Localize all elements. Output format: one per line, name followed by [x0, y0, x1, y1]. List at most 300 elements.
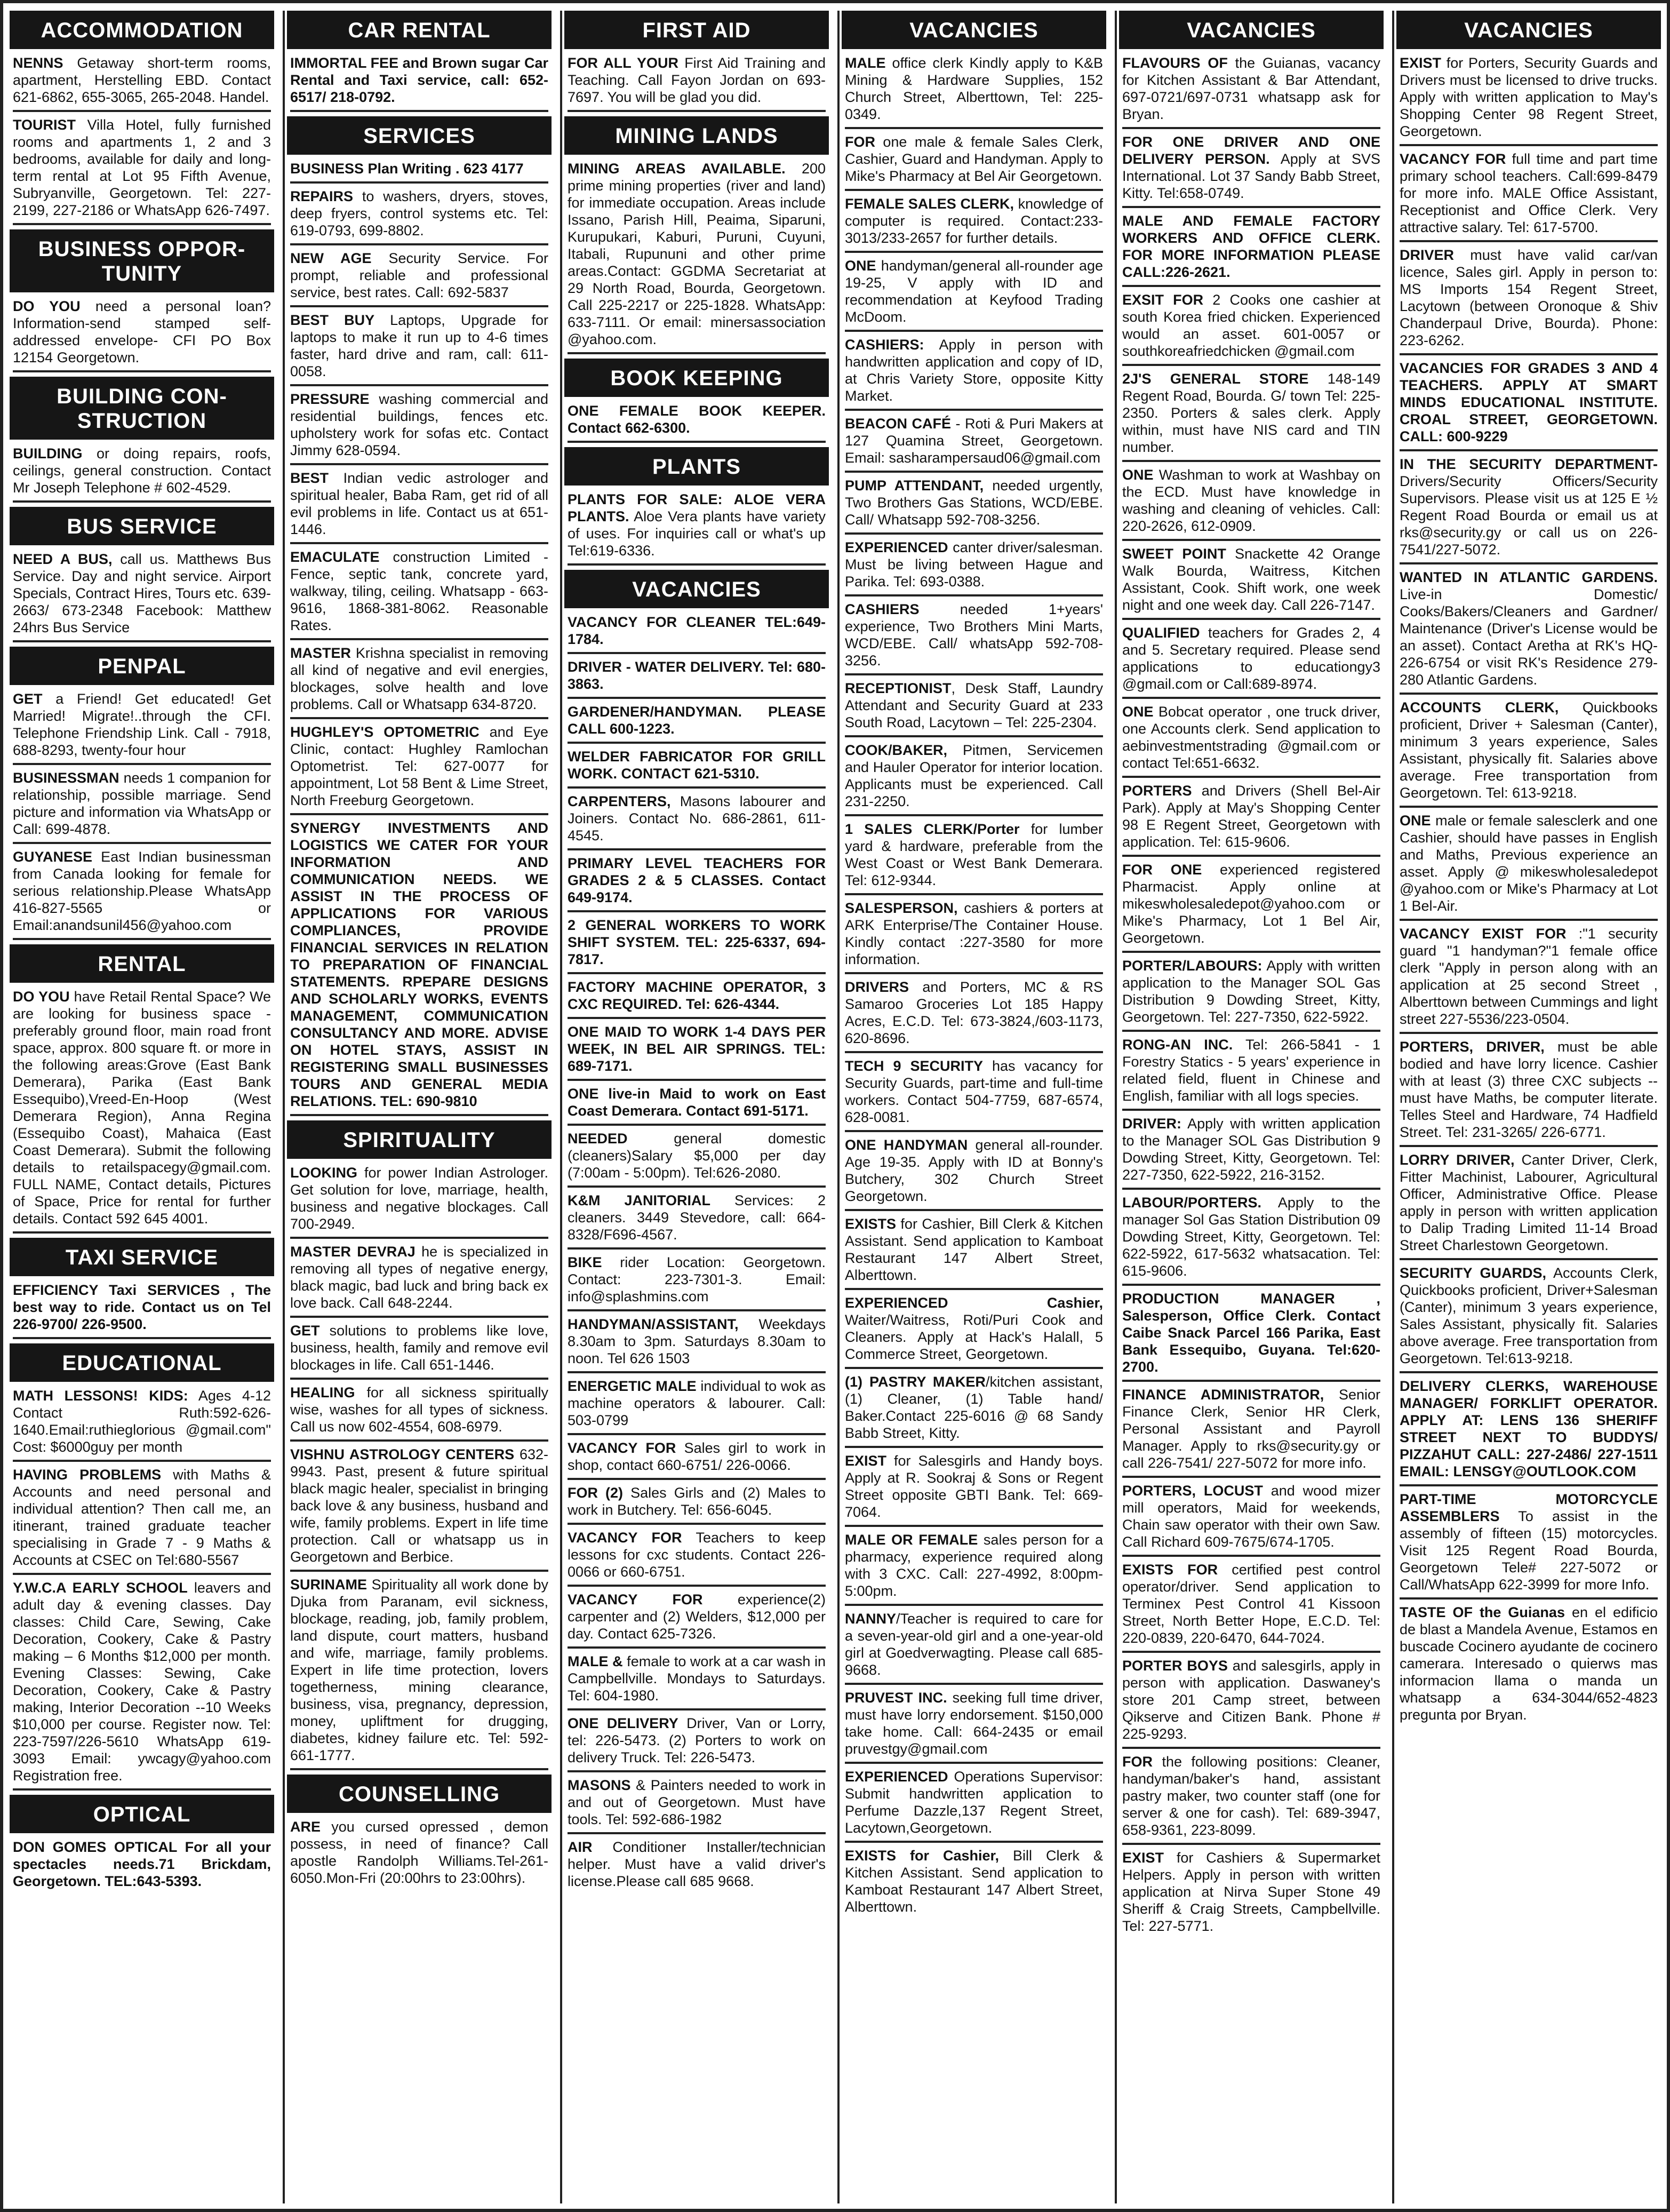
classified-ad	[845, 1057, 1103, 1132]
classified-ad	[1122, 370, 1380, 462]
classified-ad	[290, 1243, 548, 1318]
ad-lead-text: HEALING	[290, 1385, 355, 1401]
ad-lead-text: DO YOU	[13, 989, 70, 1005]
classified-ad	[568, 1192, 826, 1250]
ad-lead-text: PART-TIME MOTORCYCLE ASSEMBLERS	[1400, 1491, 1658, 1524]
ad-body-text: experienced registered Pharmacist. Apply online at mikeswholesaledepot@yahoo.com or Mike's Pharmacy, Lot 1 Bel Air, Georgetown.	[1122, 862, 1380, 946]
ad-body-text: male or female salesclerk and one Cashier, should have passes in English and Maths, Previous experience an asset. Apply @ mikeswholesaledepot @yahoo.com or Mike's Pharmacy at Lot 1 Bel-Air.	[1400, 813, 1658, 914]
classified-ad	[1400, 925, 1658, 1034]
ad-lead-text: MINING AREAS AVAILABLE.	[568, 161, 786, 177]
column-divider	[283, 11, 285, 2203]
classified-ad	[568, 1316, 826, 1373]
ad-body-text: Sales Girls and (2) Males to work in Butchery. Tel: 656-6045.	[568, 1485, 826, 1518]
ad-lead-text: GET	[13, 691, 43, 707]
ad-lead-text: ONE	[1400, 813, 1431, 829]
ad-body-text: Villa Hotel, fully furnished rooms and apartments 1, 2 and 3 bedrooms, available for daily and long-term rental at Lot 95 Fifth Avenue, Subryanville, Georgetown. Tel: 227-2199, 227-2186 or WhatsApp 626-7497.	[13, 117, 271, 218]
ad-body-text: for Porters, Security Guards and Drivers must be licensed to drive trucks. Apply with written application to May's Shopping Center 98 Regent Street, Georgetown.	[1400, 55, 1658, 139]
classified-ad	[845, 601, 1103, 675]
ad-body-text: Laptops, Upgrade for laptops to make it run up to 4-6 times faster, hard drive and ram, call: 611-0058.	[290, 312, 548, 379]
classified-ad	[1122, 133, 1380, 208]
ad-lead-text: MALE &	[568, 1653, 623, 1669]
section-header: PENPAL	[10, 647, 274, 685]
classified-ad	[568, 793, 826, 850]
ad-lead-text: SURINAME	[290, 1577, 367, 1593]
classified-ad	[1122, 212, 1380, 287]
ad-lead-text: 2J'S GENERAL STORE	[1122, 371, 1309, 387]
ad-lead-text: VACANCY FOR	[568, 1530, 682, 1546]
ad-body-text: rider Location: Georgetown. Contact: 223-7301-3. Email: info@splashmins.com	[568, 1254, 826, 1304]
ad-body-text: female to work at a car wash in Campbellville. Mondays to Saturdays. Tel: 604-1980.	[568, 1653, 826, 1704]
section-header: CAR RENTAL	[287, 11, 552, 49]
ad-lead-text: VACANCY FOR	[568, 1440, 676, 1456]
classified-ad	[290, 1576, 548, 1770]
classified-ad	[568, 658, 826, 699]
classified-ad	[290, 723, 548, 815]
ad-body-text: leavers and adult day & evening classes. Day classes: Child Care, Sewing, Cake Decoration, Cookery, Cake & Pastry making – 6 Months $12,000 per month. Evening Classes: Sewing, Cake Decoration, Cookery, Cake & Pastry making, Interior Decoration --10 Weeks $10,000 per course. Register now. Tel: 223-7597/226-5610 WhatsApp 619-3093 Email: ywcagy@yahoo.com Registration free.	[13, 1580, 271, 1784]
ad-lead-text: LORRY DRIVER,	[1400, 1152, 1515, 1168]
ad-body-text: handyman/general all-rounder age 19-25, V apply with ID and recommendation at Keyfood Trading McDoom.	[845, 258, 1103, 325]
ad-lead-text: TASTE OF the Guianas	[1400, 1604, 1565, 1620]
ad-lead-text: EXIST	[1400, 55, 1442, 71]
classified-ad	[290, 644, 548, 719]
ad-lead-text: EXISTS FOR	[1122, 1562, 1218, 1578]
ad-body-text: general domestic (cleaners)Salary $5,000 per day (7:00am - 5:00pm). Tel:626-2080.	[568, 1131, 826, 1181]
ad-body-text: Quickbooks proficient, Driver + Salesman (Canter), minimum 3 years experience, Sales Assistant, physically fit. Salaries above average. Free transportation from Georgetown. Tel: 613-9218.	[1400, 699, 1658, 801]
ad-body-text: East Indian businessman from Canada looking for female for serious relationship.Please WhatsApp 416-827-5565 or Email:anandsunil456@yahoo.com	[13, 849, 271, 933]
ad-body-text: certified pest control operator/driver. Send application to Terminex Pest Control 41 Kissoon Street, North Better Hope, E.C.D. Tel: 220-0839, 220-6470, 644-7024.	[1122, 1562, 1380, 1646]
ad-lead-text: PUMP ATTENDANT,	[845, 478, 984, 494]
ad-body-text: Drivers/Security Officers/Security Supervisors. Please visit us at 125 E ½ Regent Road Bourda or email us at rks@security.gy or call us on 226-7541/227-5072.	[1400, 473, 1658, 558]
ad-body-text: 200 prime mining properties (river and land) for immediate occupation. Areas include Issano, Parish Hill, Peaima, Siparuni, Kurupukari, Kaburi, Puruni, Cuyuni, Itabali, Rupununi and other prime areas.Contact: GGDMA Secretariat at 29 North Road, Bourda, Georgetown. Call 225-2217 or 225-1828. WhatsApp: 633-7111. Or email: minersassociation @yahoo.com.	[568, 161, 826, 347]
ad-lead-text: EXIST	[845, 1453, 887, 1469]
ad-lead-text: BUSINESS Plan Writing . 623 4177	[290, 161, 524, 177]
ad-lead-text: BEST BUY	[290, 312, 375, 328]
ad-lead-text: ONE	[845, 258, 876, 274]
classified-ad	[290, 312, 548, 386]
classified-ad	[290, 819, 548, 1116]
classified-ad	[1122, 1657, 1380, 1749]
ad-lead-text: EXPERIENCED Cashier,	[845, 1295, 1103, 1311]
ad-lead-text: Y.W.C.A EARLY SCHOOL	[13, 1580, 188, 1596]
ad-lead-text: QUALIFIED	[1122, 625, 1200, 641]
classified-ad	[568, 1254, 826, 1311]
ad-body-text: Ages 4-12 Contact Ruth:592-626-1640.Email:ruthieglorious @gmail.com" Cost: $6000guy per month	[13, 1388, 271, 1455]
ad-body-text: 2 Cooks one cashier at south Korea fried chicken. Experienced would an asset. 601-0057 or southkoreafriedchicken @gmail.com	[1122, 292, 1380, 359]
ad-body-text: Tel: 266-5841 - 1 Forestry Statics - 5 years' experience in related field, fluent in Chinese and English, familiar with all logs species.	[1122, 1037, 1380, 1104]
ad-body-text: Bill Clerk & Kitchen Assistant. Send application to Kamboat Restaurant 147 Albert Street, Alberttown.	[845, 1848, 1103, 1915]
section-header: VACANCIES	[1119, 11, 1384, 49]
ad-lead-text: ONE live-in Maid to work on East Coast Demerara. Contact 691-5171.	[568, 1086, 826, 1119]
classified-ad	[845, 257, 1103, 332]
ad-body-text: Teachers to keep lessons for cxc students. Contact 226-0066 or 660-6751.	[568, 1530, 826, 1580]
ad-lead-text: MASTER DEVRAJ	[290, 1244, 415, 1260]
section-header: PLANTS	[564, 447, 829, 486]
ad-lead-text: DRIVER - WATER DELIVERY. Tel: 680-3863.	[568, 659, 826, 692]
column-1	[10, 11, 274, 2203]
ad-lead-text: 2 GENERAL WORKERS TO WORK SHIFT SYSTEM. TEL: 225-6337, 694-7817.	[568, 917, 826, 967]
classified-ad	[1122, 957, 1380, 1032]
classified-ad	[1400, 246, 1658, 355]
ad-lead-text: BEACON CAFÉ	[845, 416, 951, 432]
ad-lead-text: LABOUR/PORTERS.	[1122, 1195, 1262, 1211]
classified-ad	[568, 1529, 826, 1587]
classified-ad	[1400, 1038, 1658, 1147]
ad-body-text: Aloe Vera plants have variety of uses. For inquiries call or what's up Tel:619-6336.	[568, 508, 826, 559]
classified-ad	[845, 336, 1103, 411]
ad-lead-text: ENERGETIC MALE	[568, 1378, 697, 1394]
ad-body-text: Apply in person with handwritten application and copy of ID, at Chris Variety Store, opposite Kitty Market.	[845, 337, 1103, 404]
column-6	[1396, 11, 1661, 2203]
section-header: MINING LANDS	[564, 116, 829, 155]
classified-ad	[845, 1294, 1103, 1369]
ad-body-text: Apply with written application to the Manager SOL Gas Distribution 9 Dowding Street, Kitty, Georgetown. Tel: 227-7350, 622-5922, 216-3152.	[1122, 1116, 1380, 1183]
ad-body-text: for power Indian Astrologer. Get solution for love, marriage, health, business and negative blockages. Call 700-2949.	[290, 1165, 548, 1232]
ad-body-text: seeking full time driver, must have lorry endorsement. $150,000 take home. Call: 664-2435 or email pruvestgy@gmail.com	[845, 1690, 1104, 1757]
ad-body-text: Krishna specialist in removing all kind of negative and evil energies, blockages, solve health and love problems. Call or Whatsapp 634-8720.	[290, 645, 548, 712]
ad-lead-text: K&M JANITORIAL	[568, 1192, 710, 1208]
classified-ad	[568, 978, 826, 1019]
classified-ad	[1400, 1491, 1658, 1600]
classified-ad	[568, 1023, 826, 1081]
column-3	[564, 11, 829, 2203]
ad-body-text: teachers for Grades 2, 4 and 5. Secretary required. Please send applications to educationgy3 @gmail.com or Call:689-8974.	[1122, 625, 1380, 692]
ad-lead-text: WELDER FABRICATOR FOR GRILL WORK. CONTACT 621-5310.	[568, 749, 826, 782]
ad-body-text: en el edificio de blast a Mandela Avenue, Estamos en buscade Cocinero ayudante de cocinero camerara. Interesado o quierws mas informacion llama o manda un whatsapp a 634-3044/652-4823 pregunta por Bryan.	[1400, 1604, 1658, 1723]
ad-lead-text: NEEDED	[568, 1131, 628, 1147]
ad-body-text: the Guianas, vacancy for Kitchen Assistant & Bar Attendant, 697-0721/697-0731 whatsapp ask for Bryan.	[1122, 55, 1380, 122]
classified-ad	[13, 298, 271, 372]
classified-ad	[1400, 456, 1658, 564]
classified-ad	[845, 1136, 1103, 1211]
ad-body-text: and Eye Clinic, contact: Hughley Ramlochan Optometrist. Tel: 627-0077 for appointment, Lot 58 Bent & Lime Street, North Freeburg Georgetown.	[290, 724, 549, 808]
classified-ad	[290, 548, 548, 640]
ad-body-text: you cursed opressed , demon possess, in need of finance? Call apostle Randolph Williams.Tel-261-6050.Mon-Fri (20:00hrs to 23:00hrs).	[290, 1819, 548, 1886]
ad-body-text: a Friend! Get educated! Get Married! Migrate!..through the CFI. Telephone Friendship Link. Call - 7918, 688-8293, twenty-four hour	[13, 691, 271, 758]
classified-ad	[845, 742, 1103, 816]
ad-lead-text: IN THE SECURITY DEPARTMENT-	[1400, 456, 1658, 472]
ad-body-text: Pitmen, Servicemen and Hauler Operator for interior location. Applicants must be experienced. Call 231-2250.	[845, 742, 1103, 809]
classified-ad	[845, 1373, 1103, 1448]
ad-lead-text: CASHIERS:	[845, 337, 924, 353]
classified-ad	[568, 1777, 826, 1834]
ad-lead-text: NANNY	[845, 1611, 897, 1627]
ad-body-text: Washman to work at Washbay on the ECD. Must have knowledge in washing and cleaning of vehicles. Call: 220-2626, 612-0909.	[1122, 467, 1380, 534]
ad-lead-text: EFFICIENCY Taxi SERVICES , The best way to ride. Contact us on Tel 226-9700/ 226-9500.	[13, 1282, 271, 1332]
classified-ad	[1400, 1378, 1658, 1486]
ad-body-text: office clerk Kindly apply to K&B Mining & Hardware Supplies, 152 Church Street, Alberttown, Tel: 225-0349.	[845, 55, 1103, 122]
classified-ad	[290, 250, 548, 307]
ad-body-text: and Drivers (Shell Bel-Air Park). Apply at May's Shopping Center 98 E Regent Street, Georgetown with application. Tel: 615-9606.	[1122, 783, 1380, 850]
ad-lead-text: 1 SALES CLERK/Porter	[845, 821, 1020, 837]
ad-lead-text: ONE DELIVERY	[568, 1715, 678, 1731]
ad-lead-text: ONE HANDYMAN	[845, 1137, 968, 1153]
ad-body-text: Sales girl to work in shop, contact 660-6751/ 226-0066.	[568, 1440, 826, 1473]
ad-lead-text: MATH LESSONS! KIDS:	[13, 1388, 188, 1404]
ad-body-text: knowledge of computer is required. Contact:233-3013/233-2657 for further details.	[845, 196, 1103, 246]
classified-ad	[568, 1085, 826, 1126]
ad-lead-text: PRODUCTION MANAGER , Salesperson, Office Clerk. Contact Caibe Snack Parcel 166 Parika, East Bank Essequibo, Guyana. Tel:620-2700.	[1122, 1291, 1380, 1375]
ad-body-text: Operations Supervisor: Submit handwritten application to Perfume Dazzle,137 Regent Street, Lacytown,Georgetown.	[845, 1769, 1103, 1836]
ad-lead-text: NEED A BUS,	[13, 551, 113, 567]
ad-lead-text: EXISTS for Cashier,	[845, 1848, 1000, 1864]
classified-ad	[568, 1715, 826, 1772]
classified-ad	[1122, 1482, 1380, 1557]
ad-body-text: solutions to problems like love, business, health, family and remove evil blockages in life. Call 651-1446.	[290, 1323, 548, 1373]
ad-body-text: canter driver/salesman. Must be living between Hague and Parika. Tel: 693-0388.	[845, 539, 1103, 590]
column-divider	[1392, 11, 1394, 2203]
ad-lead-text: VACANCY EXIST FOR	[1400, 926, 1567, 942]
section-header: BOOK KEEPING	[564, 359, 829, 397]
classified-ad	[1122, 1290, 1380, 1382]
classified-ad	[290, 470, 548, 544]
ad-lead-text: FEMALE SALES CLERK,	[845, 196, 1014, 212]
ad-body-text: cashiers & porters at ARK Enterprise/The Container House. Kindly contact :227-3580 for more information.	[845, 900, 1103, 967]
ad-body-text: individual to wok as machine operators & labourer. Call: 503-0799	[568, 1378, 826, 1428]
ad-lead-text: HUGHLEY'S OPTOMETRIC	[290, 724, 480, 740]
ad-body-text: Services: 2 cleaners. 3449 Stevedore, call: 664-8328/F696-4567.	[568, 1192, 826, 1243]
classified-ad	[13, 116, 271, 225]
column-divider	[837, 11, 840, 2203]
classified-ad	[1400, 1151, 1658, 1260]
classified-ad	[13, 1579, 271, 1791]
ad-lead-text: EXISTS	[845, 1216, 897, 1232]
ad-body-text: Indian vedic astrologer and spiritual healer, Baba Ram, get rid of all evil problems in life. Contact us at 651-1446.	[290, 470, 548, 537]
ad-lead-text: GUYANESE	[13, 849, 93, 865]
ad-lead-text: VACANCY FOR CLEANER TEL:649-1784.	[568, 614, 826, 647]
classified-ad	[13, 551, 271, 642]
ad-lead-text: HANDYMAN/ASSISTANT,	[568, 1316, 739, 1332]
classified-ad	[845, 1610, 1103, 1685]
classified-ad	[13, 1466, 271, 1575]
ad-lead-text: ONE FEMALE BOOK KEEPER. Contact 662-6300.	[568, 403, 826, 436]
ad-body-text: and Porters, MC & RS Samaroo Groceries Lot 185 Happy Acres, E.C.D. Tel: 673-3824,/603-1173, 620-8696.	[845, 979, 1103, 1046]
classified-ad	[1122, 782, 1380, 857]
ad-lead-text: COOK/BAKER,	[845, 742, 948, 758]
classified-ad	[13, 445, 271, 503]
ad-body-text: Snackette 42 Orange Walk Bourda, Waitress, Kitchen Assistant, Cook. Shift work, one week night and one week day. Call 226-7147.	[1122, 546, 1380, 613]
ad-body-text: Live-in Domestic/ Cooks/Bakers/Cleaners and Gardner/ Maintenance (Driver's License would be an asset). Contact Aretha at RK's HQ- 226-6754 or visit RK's Residence 279-280 Atlantic Gardens.	[1400, 586, 1658, 688]
ad-body-text: need a personal loan? Information-send stamped self-addressed envelope- CFI PO Box 12154 Georgetown.	[13, 298, 271, 365]
ad-lead-text: PRUVEST INC.	[845, 1690, 947, 1706]
ad-body-text: Weekdays 8.30am to 3pm. Saturdays 8.30am to noon. Tel 626 1503	[568, 1316, 826, 1366]
column-divider	[1115, 11, 1117, 2203]
ad-body-text: Conditioner Installer/technician helper. Must have a valid driver's license.Please call 685 9668.	[568, 1839, 826, 1889]
ad-body-text: for Salesgirls and Handy boys. Apply at R. Sookraj & Sons or Regent Street opposite GBTI Bank. Tel: 669-7064.	[845, 1453, 1103, 1520]
section-header: VACANCIES	[1396, 11, 1661, 49]
classified-ad	[290, 160, 548, 184]
section-header: OPTICAL	[10, 1795, 274, 1833]
classified-ad	[568, 917, 826, 974]
classified-ad	[1400, 54, 1658, 146]
classified-ad	[290, 1322, 548, 1380]
classified-ad	[290, 391, 548, 465]
classified-ad	[568, 614, 826, 654]
classified-ad	[568, 703, 826, 744]
classified-ad	[845, 680, 1103, 737]
ad-body-text: - Roti & Puri Makers at 127 Quamina Street, Georgetown. Email: sasharampersaud06@gmail.com	[845, 416, 1103, 466]
ad-lead-text: PORTERS, DRIVER,	[1400, 1039, 1545, 1055]
ad-lead-text: BUILDING	[13, 445, 83, 462]
ad-lead-text: RECEPTIONIST	[845, 680, 952, 696]
ad-lead-text: MASTER	[290, 645, 351, 661]
classified-ad	[1122, 624, 1380, 699]
ad-lead-text: FOR ONE	[1122, 862, 1202, 878]
ad-lead-text: GET	[290, 1323, 320, 1339]
ad-lead-text: FOR	[1122, 1754, 1153, 1770]
ad-body-text: call us. Matthews Bus Service. Day and night service. Airport Specials, Contract Hires, Tours etc. 639-2663/ 673-2348 Facebook: Matthew 24hrs Bus Service	[13, 551, 271, 635]
classified-ad	[845, 1847, 1103, 1920]
ad-lead-text: PORTERS	[1122, 783, 1192, 799]
classified-ad	[568, 1130, 826, 1188]
column-4	[842, 11, 1106, 2203]
ad-lead-text: ONE MAID TO WORK 1-4 DAYS PER WEEK, IN BEL AIR SPRINGS. TEL: 689-7171.	[568, 1024, 826, 1074]
ad-lead-text: PRESSURE	[290, 391, 370, 407]
classified-ad	[845, 1768, 1103, 1843]
classified-ad	[1122, 1386, 1380, 1478]
ad-body-text: the following positions: Cleaner, handyman/baker's hand, assistant pastry maker, two counter staff (one for server & one for cash). Tel: 689-3947, 658-9361, 223-8099.	[1122, 1754, 1380, 1838]
ad-body-text: Senior Finance Clerk, Senior HR Clerk, Personal Assistant and Payroll Manager. Apply to rks@security.gy or call 226-7541/ 227-5072 for more info.	[1122, 1387, 1380, 1471]
classified-ad	[290, 188, 548, 245]
ad-body-text: To assist in the assembly of fifteen (15) motorcycles. Visit 125 Regent Road Bourda, Georgetown Tele# 227-5072 or Call/WhatsApp 622-3999 for more Info.	[1400, 1508, 1658, 1593]
classified-ad	[290, 1446, 548, 1572]
ad-lead-text: FINANCE ADMINISTRATOR,	[1122, 1387, 1324, 1403]
classified-ad	[568, 1653, 826, 1710]
classified-ad	[13, 1282, 271, 1339]
ad-lead-text: CASHIERS	[845, 601, 920, 617]
ad-lead-text: MALE AND FEMALE FACTORY WORKERS AND OFFICE CLERK. FOR MORE INFORMATION PLEASE CALL:226-2621.	[1122, 213, 1380, 280]
classified-ad	[568, 160, 826, 354]
classified-ad	[568, 1484, 826, 1525]
classified-ad	[845, 1452, 1103, 1527]
ad-lead-text: NEW AGE	[290, 250, 372, 266]
classified-ad	[845, 821, 1103, 895]
classified-ad	[1122, 1115, 1380, 1190]
classified-ad	[568, 1378, 826, 1435]
ad-body-text: Canter Driver, Clerk, Fitter Machinist, Labourer, Agricultural Officer, Administrative Office. Please apply in person with written application to Dalip Trading Limited 11-14 Broad Street Charlestown Georgetown.	[1400, 1152, 1658, 1253]
ad-lead-text: NENNS	[13, 55, 63, 71]
classified-ad	[1400, 360, 1658, 451]
ad-body-text: & Painters needed to work in and out of Georgetown. Must have tools. Tel: 592-686-1982	[568, 1777, 826, 1827]
ad-lead-text: PORTER BOYS	[1122, 1658, 1228, 1674]
ad-lead-text: REPAIRS	[290, 188, 354, 204]
ad-lead-text: FLAVOURS OF	[1122, 55, 1228, 71]
ad-body-text: Spirituality all work done by Djuka from Paranam, evil sickness, blockage, reading, job, family problem, land dispute, court matters, husband and wife, marriage, family problems. Expert in life time protection, lovers togetherness, mining clearance, business, visa, pregnancy, depression, money, upliftment for drugging, diabetes, kidney failure etc. Tel: 592-661-1777.	[290, 1577, 548, 1763]
section-header: BUSINESS OPPOR-TUNITY	[10, 229, 274, 292]
ad-body-text: and wood mizer mill operators, Maid for weekends, Chain saw operator with their own Saw. Call Richard 609-7675/674-1705.	[1122, 1483, 1380, 1550]
ad-body-text: Apply with written application to the Manager SOL Gas Distribution 9 Dowding Street, Kitty, Georgetown. Tel: 227-7350, 622-5922.	[1122, 958, 1380, 1025]
ad-body-text: :"1 security guard "1 handyman?"1 female office clerk "Apply in person along with an application at 25 second Street , Alberttown between Cummings and light street 227-5536/223-0504.	[1400, 926, 1658, 1027]
classified-ad	[568, 402, 826, 443]
section-header: TAXI SERVICE	[10, 1238, 274, 1276]
classified-ad	[1122, 1561, 1380, 1653]
ad-lead-text: ACCOUNTS CLERK,	[1400, 699, 1559, 715]
section-header: EDUCATIONAL	[10, 1343, 274, 1382]
ad-lead-text: VACANCY FOR	[568, 1592, 703, 1608]
section-header: BUS SERVICE	[10, 507, 274, 545]
classified-ad	[1400, 1604, 1658, 1728]
classified-ad	[290, 1384, 548, 1442]
ad-lead-text: EXPERIENCED	[845, 1769, 948, 1785]
ad-lead-text: DON GOMES OPTICAL For all your spectacles needs.71 Brickdam, Georgetown. TEL:643-5393.	[13, 1839, 271, 1889]
ad-body-text: Bobcat operator , one truck driver, one Accounts clerk. Send application to aebinvestmentstrading @gmail.com or contact Tel:651-6632.	[1122, 704, 1380, 771]
classified-ad	[845, 978, 1103, 1053]
classified-ad	[845, 195, 1103, 253]
ad-lead-text: PRIMARY LEVEL TEACHERS FOR GRADES 2 & 5 CLASSES. Contact 649-9174.	[568, 855, 826, 905]
ad-lead-text: ARE	[290, 1819, 321, 1835]
ad-body-text: /Teacher is required to care for a seven-year-old girl and a one-year-old girl at Goedverwagting. Please call 685-9668.	[845, 1611, 1103, 1678]
classified-ad	[845, 1531, 1103, 1606]
classified-ad	[568, 855, 826, 912]
classified-ad	[568, 54, 826, 112]
ad-lead-text: FOR	[845, 134, 875, 150]
ad-body-text: for Cashier, Bill Clerk & Kitchen Assistant. Send application to Kamboat Restaurant 147 Albert Street, Alberttown.	[845, 1216, 1103, 1283]
classified-ad	[568, 1839, 826, 1894]
classified-ad	[1122, 1753, 1380, 1845]
ad-lead-text: MALE OR FEMALE	[845, 1532, 978, 1548]
ad-lead-text: MALE	[845, 55, 886, 71]
ad-lead-text: FOR (2)	[568, 1485, 624, 1501]
ad-body-text: sales person for a pharmacy, experience required along with 3 CXC. Call: 227-4992, 8:00pm-5:00pm.	[845, 1532, 1103, 1599]
classified-ad	[1122, 545, 1380, 620]
ad-lead-text: HAVING PROBLEMS	[13, 1467, 162, 1483]
column-5	[1119, 11, 1384, 2203]
ad-lead-text: CARPENTERS,	[568, 793, 671, 809]
ad-lead-text: TOURIST	[13, 117, 76, 133]
ad-lead-text: DO YOU	[13, 298, 81, 314]
ad-body-text: for all sickness spiritually wise, washes for all types of sickness. Call us now 602-4554, 608-6979.	[290, 1385, 548, 1435]
classified-ad	[568, 748, 826, 789]
ad-lead-text: ONE	[1122, 704, 1154, 720]
ad-body-text: Security Service. For prompt, reliable and professional service, best rates. Call: 692-5837	[290, 250, 548, 300]
ad-body-text: construction Limited - Fence, septic tank, concrete yard, walkway, tiling, ceiling. Whatsapp - 663-9616, 1868-381-8062. Reasonable Rates.	[290, 549, 548, 633]
ad-body-text: must have valid car/van licence, Sales girl. Apply in person to: MS Imports 154 Regent Street, Lacytown (between Oronoque & Shiv Chanderpaul Drive, Bourda). Phone: 223-6262.	[1400, 247, 1658, 348]
classified-ad	[13, 988, 271, 1234]
ad-body-text: one male & female Sales Clerk, Cashier, Guard and Handyman. Apply to Mike's Pharmacy at Bel Air Georgetown.	[845, 134, 1103, 184]
column-divider	[560, 11, 562, 2203]
ad-lead-text: VACANCY FOR	[1400, 151, 1506, 167]
classified-ad	[1400, 699, 1658, 808]
section-header: BUILDING CON-STRUCTION	[10, 377, 274, 440]
classified-ad	[1400, 569, 1658, 695]
ad-lead-text: DRIVERS	[845, 979, 909, 995]
ad-lead-text: VACANCIES FOR GRADES 3 AND 4 TEACHERS. APPLY AT SMART MINDS EDUCATIONAL INSTITUTE. CROAL STREET, GEORGETOWN. CALL: 600-9229	[1400, 360, 1658, 444]
classified-ad	[290, 1164, 548, 1239]
ad-body-text: Getaway short-term rooms, apartment, Herstelling EBD. Contact 621-6862, 655-3065, 265-2048. Handel.	[13, 55, 271, 105]
classified-ad	[1122, 861, 1380, 953]
ad-body-text: First Aid Training and Teaching. Call Fayon Jordan on 693-7697. You will be glad you did.	[568, 55, 826, 105]
ad-body-text: Masons labourer and Joiners. Contact No. 686-2861, 611-4545.	[568, 793, 826, 844]
classified-ad	[13, 848, 271, 940]
classified-ad	[13, 54, 271, 112]
ad-body-text: must be able bodied and have lorry licence. Cashier with at least (3) three CXC subjects -- must have Maths, be computer literate. Telles Steel and Hardware, 74 Hadfield Street. Tel: 231-3265/ 226-6771.	[1400, 1039, 1658, 1140]
classified-ad	[845, 477, 1103, 535]
ad-lead-text: EXSIT FOR	[1122, 292, 1204, 308]
ad-lead-text: SALESPERSON,	[845, 900, 958, 916]
ad-lead-text: (1) PASTRY MAKER	[845, 1374, 986, 1390]
classified-ad	[568, 491, 826, 566]
classified-ad	[568, 1439, 826, 1480]
classified-ad	[1122, 1849, 1380, 1939]
ad-body-text: to washers, dryers, stoves, deep fryers, control systems etc. Tel: 619-0793, 699-8802.	[290, 188, 548, 238]
ad-lead-text: EXPERIENCED	[845, 539, 948, 555]
section-header: SERVICES	[287, 116, 552, 155]
ad-lead-text: VISHNU ASTROLOGY CENTERS	[290, 1446, 515, 1462]
ad-lead-text: ONE	[1122, 467, 1154, 483]
classified-ad	[568, 1591, 826, 1649]
ad-body-text: needed urgently, Two Brothers Gas Stations, WCD/EBE. Call/ Whatsapp 592-708-3256.	[845, 478, 1103, 528]
ad-lead-text: RONG-AN INC.	[1122, 1037, 1233, 1053]
ad-lead-text: DRIVER:	[1122, 1116, 1182, 1132]
